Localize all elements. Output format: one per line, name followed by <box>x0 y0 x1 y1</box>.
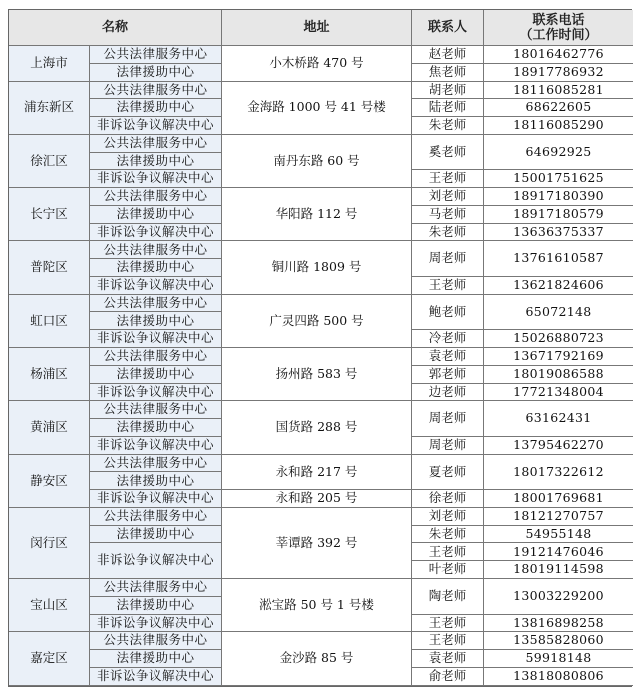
org-name: 法律援助中心 <box>90 526 222 544</box>
contact-name: 夏老师 <box>412 455 484 491</box>
address: 铜川路 1809 号 <box>222 241 412 294</box>
contact-name: 朱老师 <box>412 117 484 135</box>
contact-name: 俞老师 <box>412 668 484 686</box>
contact-name: 周老师 <box>412 241 484 277</box>
district-name: 上海市 <box>9 46 90 82</box>
phone-number[interactable]: 18917180579 <box>484 206 633 224</box>
org-name: 公共法律服务中心 <box>90 632 222 650</box>
contact-name: 王老师 <box>412 632 484 650</box>
contact-name: 王老师 <box>412 277 484 295</box>
phone-number[interactable]: 18917180390 <box>484 188 633 206</box>
phone-number[interactable]: 13585828060 <box>484 632 633 650</box>
contact-name: 陆老师 <box>412 99 484 117</box>
contact-name: 周老师 <box>412 401 484 437</box>
district-name: 宝山区 <box>9 579 90 632</box>
contact-name: 郭老师 <box>412 366 484 384</box>
phone-number[interactable]: 13818080806 <box>484 668 633 686</box>
phone-number[interactable]: 13761610587 <box>484 241 633 277</box>
org-name: 非诉讼争议解决中心 <box>90 384 222 402</box>
district-name: 虹口区 <box>9 295 90 348</box>
phone-number[interactable]: 13671792169 <box>484 348 633 366</box>
header-phone-line1: 联系电话 <box>532 12 585 28</box>
org-name: 公共法律服务中心 <box>90 82 222 100</box>
phone-number[interactable]: 18116085290 <box>484 117 633 135</box>
contact-name: 袁老师 <box>412 348 484 366</box>
phone-number[interactable]: 63162431 <box>484 401 633 437</box>
org-name: 公共法律服务中心 <box>90 46 222 64</box>
org-name: 非诉讼争议解决中心 <box>90 277 222 295</box>
org-name: 法律援助中心 <box>90 366 222 384</box>
phone-number[interactable]: 18917786932 <box>484 64 633 82</box>
contact-name: 王老师 <box>412 615 484 633</box>
address: 莘谭路 392 号 <box>222 508 412 579</box>
phone-number[interactable]: 13816898258 <box>484 615 633 633</box>
org-name: 非诉讼争议解决中心 <box>90 668 222 686</box>
district-name: 静安区 <box>9 455 90 508</box>
phone-number[interactable]: 15001751625 <box>484 170 633 188</box>
phone-number[interactable]: 13636375337 <box>484 224 633 242</box>
contact-name: 冷老师 <box>412 330 484 348</box>
phone-number[interactable]: 18001769681 <box>484 490 633 508</box>
phone-number[interactable]: 13795462270 <box>484 437 633 455</box>
contact-name: 陶老师 <box>412 579 484 615</box>
org-name: 公共法律服务中心 <box>90 188 222 206</box>
org-name: 非诉讼争议解决中心 <box>90 543 222 579</box>
address: 广灵四路 500 号 <box>222 295 412 348</box>
phone-number[interactable]: 68622605 <box>484 99 633 117</box>
address: 金沙路 85 号 <box>222 632 412 685</box>
address: 永和路 205 号 <box>222 490 412 508</box>
org-name: 法律援助中心 <box>90 64 222 82</box>
district-name: 长宁区 <box>9 188 90 241</box>
org-name: 公共法律服务中心 <box>90 401 222 419</box>
org-name: 公共法律服务中心 <box>90 508 222 526</box>
phone-number[interactable]: 18019086588 <box>484 366 633 384</box>
org-name: 公共法律服务中心 <box>90 348 222 366</box>
phone-number[interactable]: 18019114598 <box>484 561 633 579</box>
phone-number[interactable]: 13621824606 <box>484 277 633 295</box>
header-phone-line2: （工作时间） <box>519 27 598 43</box>
contact-name: 朱老师 <box>412 526 484 544</box>
header-contact: 联系人 <box>412 10 484 46</box>
org-name: 非诉讼争议解决中心 <box>90 437 222 455</box>
org-name: 非诉讼争议解决中心 <box>90 490 222 508</box>
org-name: 公共法律服务中心 <box>90 295 222 313</box>
phone-number[interactable]: 17721348004 <box>484 384 633 402</box>
phone-number[interactable]: 13003229200 <box>484 579 633 615</box>
org-name: 法律援助中心 <box>90 153 222 171</box>
contact-name: 王老师 <box>412 170 484 188</box>
org-name: 公共法律服务中心 <box>90 455 222 473</box>
org-name: 非诉讼争议解决中心 <box>90 224 222 242</box>
org-name: 法律援助中心 <box>90 206 222 224</box>
contact-name: 朱老师 <box>412 224 484 242</box>
address: 华阳路 112 号 <box>222 188 412 241</box>
contact-name: 叶老师 <box>412 561 484 579</box>
address: 国货路 288 号 <box>222 401 412 454</box>
district-name: 普陀区 <box>9 241 90 294</box>
phone-number[interactable]: 18116085281 <box>484 82 633 100</box>
org-name: 法律援助中心 <box>90 597 222 615</box>
phone-number[interactable]: 64692925 <box>484 135 633 171</box>
contact-name: 鲍老师 <box>412 295 484 331</box>
district-name: 闵行区 <box>9 508 90 579</box>
org-name: 非诉讼争议解决中心 <box>90 615 222 633</box>
org-name: 法律援助中心 <box>90 419 222 437</box>
phone-number[interactable]: 18016462776 <box>484 46 633 64</box>
org-name: 法律援助中心 <box>90 650 222 668</box>
phone-number[interactable]: 15026880723 <box>484 330 633 348</box>
org-name: 公共法律服务中心 <box>90 135 222 153</box>
address: 南丹东路 60 号 <box>222 135 412 188</box>
phone-number[interactable]: 19121476046 <box>484 543 633 561</box>
contact-name: 刘老师 <box>412 508 484 526</box>
phone-number[interactable]: 18017322612 <box>484 455 633 491</box>
org-name: 非诉讼争议解决中心 <box>90 170 222 188</box>
contact-name: 胡老师 <box>412 82 484 100</box>
phone-number[interactable]: 18121270757 <box>484 508 633 526</box>
district-name: 杨浦区 <box>9 348 90 401</box>
district-name: 黄浦区 <box>9 401 90 454</box>
contact-name: 赵老师 <box>412 46 484 64</box>
header-name: 名称 <box>9 10 222 46</box>
phone-number[interactable]: 54955148 <box>484 526 633 544</box>
district-name: 浦东新区 <box>9 82 90 135</box>
contact-name: 奚老师 <box>412 135 484 171</box>
contact-name: 周老师 <box>412 437 484 455</box>
org-name: 法律援助中心 <box>90 259 222 277</box>
org-name: 法律援助中心 <box>90 99 222 117</box>
contact-name: 徐老师 <box>412 490 484 508</box>
address: 永和路 217 号 <box>222 455 412 491</box>
contact-name: 马老师 <box>412 206 484 224</box>
contact-name: 焦老师 <box>412 64 484 82</box>
address: 金海路 1000 号 41 号楼 <box>222 82 412 135</box>
contact-name: 刘老师 <box>412 188 484 206</box>
org-name: 公共法律服务中心 <box>90 579 222 597</box>
address: 扬州路 583 号 <box>222 348 412 401</box>
header-address: 地址 <box>222 10 412 46</box>
contact-name: 边老师 <box>412 384 484 402</box>
phone-number[interactable]: 65072148 <box>484 295 633 331</box>
district-name: 嘉定区 <box>9 632 90 685</box>
header-phone <box>484 10 633 46</box>
org-name: 法律援助中心 <box>90 312 222 330</box>
contact-name: 袁老师 <box>412 650 484 668</box>
org-name: 非诉讼争议解决中心 <box>90 117 222 135</box>
address: 淞宝路 50 号 1 号楼 <box>222 579 412 632</box>
org-name: 公共法律服务中心 <box>90 241 222 259</box>
legal-service-contact-table <box>8 9 632 687</box>
phone-number[interactable]: 59918148 <box>484 650 633 668</box>
district-name: 徐汇区 <box>9 135 90 188</box>
org-name: 非诉讼争议解决中心 <box>90 330 222 348</box>
org-name: 法律援助中心 <box>90 472 222 490</box>
address: 小木桥路 470 号 <box>222 46 412 82</box>
contact-name: 王老师 <box>412 543 484 561</box>
